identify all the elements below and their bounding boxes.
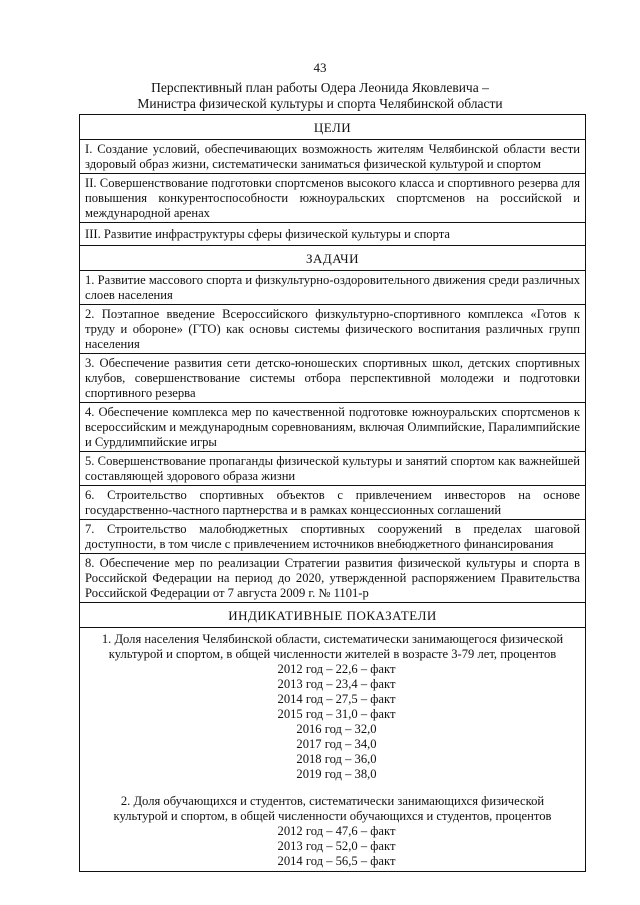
indicator-value-row: 2013 год – 52,0 – факт [277,839,396,853]
indicators-header: ИНДИКАТИВНЫЕ ПОКАЗАТЕЛИ [80,602,585,627]
task-item: 1. Развитие массового спорта и физкультурно-оздоровительного движения среди различных слоев населения [80,270,585,304]
goal-item: III. Развитие инфраструктуры сферы физической культуры и спорта [80,222,585,245]
goal-item: II. Совершенствование подготовки спортсменов высокого класса и спортивного резерва для повышения конкурентоспособности южноуральских спортсменов на российской и международной аренах [80,173,585,222]
plan-table [79,114,586,872]
indicator-value-row: 2017 год – 34,0 [296,737,377,751]
indicator-value-row: 2013 год – 23,4 – факт [277,677,396,691]
indicator-2-title: 2. Доля обучающихся и студентов, систематически занимающихся физической культурой и спортом, в общей численности обучающихся и студентов, процентов [113,794,552,823]
task-item: 2. Поэтапное введение Всероссийского физкультурно-спортивного комплекса «Готов к труду и обороне» (ГТО) как основы системы физического воспитания различных групп населения [80,304,585,353]
indicator-value-row: 2016 год – 32,0 [296,722,377,736]
document-title [0,80,640,112]
indicator-2-values [88,824,577,869]
indicator-value-row: 2012 год – 22,6 – факт [277,662,396,676]
goal-item: I. Создание условий, обеспечивающих возможность жителям Челябинской области вести здоровый образ жизни, систематически заниматься физической культурой и спортом [80,139,585,173]
goals-header: ЦЕЛИ [313,120,352,135]
indicator-value-row: 2018 год – 36,0 [296,752,377,766]
task-item: 3. Обеспечение развития сети детско-юношеских спортивных школ, детских спортивных клубов, совершенствование системы отбора перспективной молодежи и подготовки спортивного резерва [80,353,585,402]
indicators-section [80,627,585,871]
page-number: 43 [313,60,327,75]
task-item: 8. Обеспечение мер по реализации Стратегии развития физической культуры и спорта в Российской Федерации на период до 2020, утвержденной распоряжением Правительства Российской Федерации от 7 августа 2009 г. № 1101-р [80,553,585,602]
indicator-value-row: 2012 год – 47,6 – факт [277,824,396,838]
task-item: 7. Строительство малобюджетных спортивных сооружений в пределах шаговой доступности, в том числе с привлечением источников внебюджетного финансирования [80,519,585,553]
indicator-value-row: 2014 год – 56,5 – факт [277,854,396,868]
task-item: 5. Совершенствование пропаганды физической культуры и занятий спортом как важнейшей составляющей здорового образа жизни [80,451,585,485]
title-line-2: Министра физической культуры и спорта Челябинской области [137,96,503,111]
title-line-1: Перспективный план работы Одера Леонида Яковлевича – [151,80,489,95]
indicator-value-row: 2019 год – 38,0 [296,767,377,781]
indicator-value-row: 2015 год – 31,0 – факт [277,707,396,721]
indicator-1-title: 1. Доля населения Челябинской области, систематически занимающегося физической культурой и спортом, в общей численности жителей в возрасте 3-79 лет, процентов [101,632,564,661]
indicator-value-row: 2014 год – 27,5 – факт [277,692,396,706]
task-item: 6. Строительство спортивных объектов с привлечением инвесторов на основе государственно-частного партнерства и в рамках концессионных соглашений [80,485,585,519]
indicator-1-values [88,662,577,782]
tasks-header: ЗАДАЧИ [80,245,585,270]
task-item: 4. Обеспечение комплекса мер по качественной подготовке южноуральских спортсменов к всероссийским и международным соревнованиям, включая Олимпийские, Паралимпийские и Сурдлимпийские игры [80,402,585,451]
